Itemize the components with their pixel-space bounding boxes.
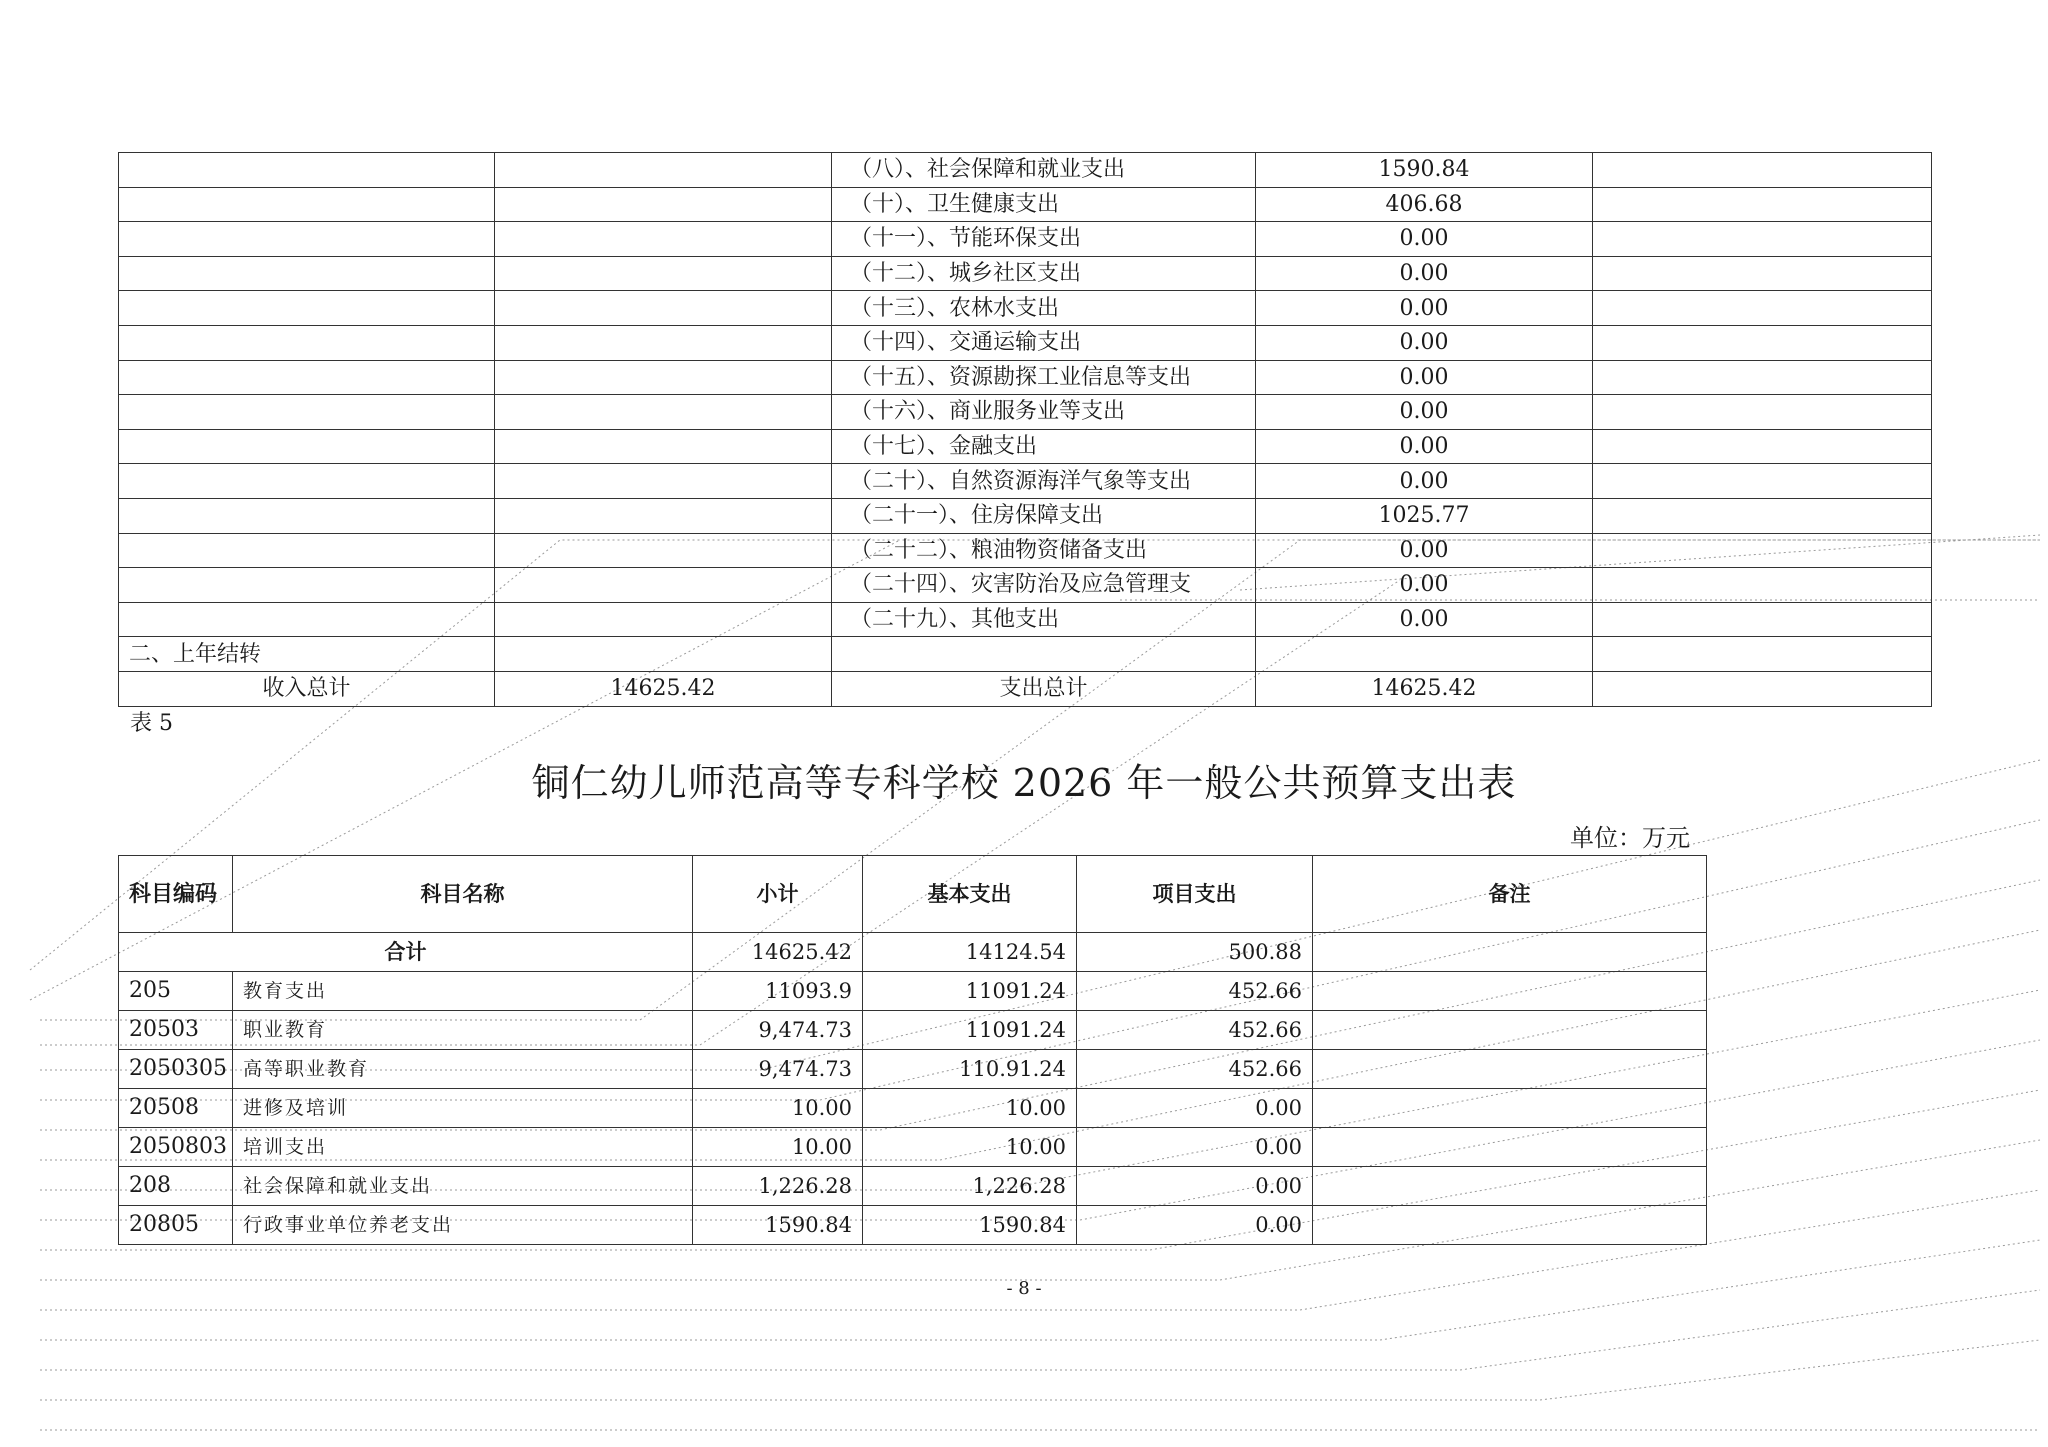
table-row bbox=[119, 187, 1932, 222]
table-label: 表 5 bbox=[130, 711, 173, 736]
table-row bbox=[119, 1167, 1707, 1206]
table-row bbox=[119, 153, 1932, 188]
expense-amount: 0.00 bbox=[1256, 222, 1593, 257]
subject-name: 社会保障和就业支出 bbox=[233, 1167, 693, 1206]
subject-code: 20503 bbox=[119, 1011, 233, 1050]
table-row bbox=[119, 256, 1932, 291]
subject-code: 2050803 bbox=[119, 1128, 233, 1167]
basic-value: 11091.24 bbox=[863, 972, 1077, 1011]
basic-value: 11091.24 bbox=[863, 1011, 1077, 1050]
budget-summary-table bbox=[118, 152, 1932, 707]
subtotal-value: 9,474.73 bbox=[693, 1050, 863, 1089]
expense-item: （十六）、商业服务业等支出 bbox=[832, 395, 1256, 430]
subject-name: 教育支出 bbox=[233, 972, 693, 1011]
project-value: 452.66 bbox=[1077, 1011, 1313, 1050]
project-value: 0.00 bbox=[1077, 1206, 1313, 1245]
header-basic: 基本支出 bbox=[863, 856, 1077, 933]
project-value: 0.00 bbox=[1077, 1089, 1313, 1128]
table-row bbox=[119, 464, 1932, 499]
subject-name: 行政事业单位养老支出 bbox=[233, 1206, 693, 1245]
subject-name: 高等职业教育 bbox=[233, 1050, 693, 1089]
expense-amount: 0.00 bbox=[1256, 291, 1593, 326]
basic-value: 10.00 bbox=[863, 1128, 1077, 1167]
subtotal-value: 1590.84 bbox=[693, 1206, 863, 1245]
header-project: 项目支出 bbox=[1077, 856, 1313, 933]
note-value bbox=[1313, 1011, 1707, 1050]
table-row bbox=[119, 1089, 1707, 1128]
table-row bbox=[119, 291, 1932, 326]
carryover-label: 二、上年结转 bbox=[119, 637, 495, 672]
subtotal-value: 11093.9 bbox=[693, 972, 863, 1011]
expense-item: （十二）、城乡社区支出 bbox=[832, 256, 1256, 291]
note-value bbox=[1313, 1089, 1707, 1128]
table-row bbox=[119, 568, 1932, 603]
subtotal-value: 9,474.73 bbox=[693, 1011, 863, 1050]
table-row bbox=[119, 222, 1932, 257]
table-row bbox=[119, 325, 1932, 360]
header-subtotal: 小计 bbox=[693, 856, 863, 933]
expense-amount: 1590.84 bbox=[1256, 153, 1593, 188]
table-row bbox=[119, 637, 1932, 672]
subject-code: 205 bbox=[119, 972, 233, 1011]
subject-name: 职业教育 bbox=[233, 1011, 693, 1050]
subject-code: 20805 bbox=[119, 1206, 233, 1245]
basic-value: 10.00 bbox=[863, 1089, 1077, 1128]
subtotal-value: 10.00 bbox=[693, 1089, 863, 1128]
subject-code: 2050305 bbox=[119, 1050, 233, 1089]
total-basic: 14124.54 bbox=[863, 933, 1077, 972]
expense-item: （十三）、农林水支出 bbox=[832, 291, 1256, 326]
subject-name: 进修及培训 bbox=[233, 1089, 693, 1128]
expense-amount: 406.68 bbox=[1256, 187, 1593, 222]
expense-amount: 0.00 bbox=[1256, 360, 1593, 395]
totals-row bbox=[119, 671, 1932, 706]
total-row bbox=[119, 933, 1707, 972]
table-row bbox=[119, 972, 1707, 1011]
expense-amount: 0.00 bbox=[1256, 395, 1593, 430]
project-value: 452.66 bbox=[1077, 1050, 1313, 1089]
expense-amount: 0.00 bbox=[1256, 533, 1593, 568]
basic-value: 1,226.28 bbox=[863, 1167, 1077, 1206]
note-value bbox=[1313, 1167, 1707, 1206]
total-project: 500.88 bbox=[1077, 933, 1313, 972]
table-row bbox=[119, 1206, 1707, 1245]
expense-amount: 0.00 bbox=[1256, 464, 1593, 499]
note-value bbox=[1313, 1050, 1707, 1089]
note-value bbox=[1313, 1128, 1707, 1167]
expense-amount: 0.00 bbox=[1256, 325, 1593, 360]
unit-label: 单位：万元 bbox=[1570, 824, 1690, 852]
table-row bbox=[119, 395, 1932, 430]
expense-amount: 0.00 bbox=[1256, 568, 1593, 603]
subtotal-value: 1,226.28 bbox=[693, 1167, 863, 1206]
expense-item: （二十二）、粮油物资储备支出 bbox=[832, 533, 1256, 568]
total-label: 合计 bbox=[119, 933, 693, 972]
table-row bbox=[119, 533, 1932, 568]
note-value bbox=[1313, 972, 1707, 1011]
expense-amount: 1025.77 bbox=[1256, 498, 1593, 533]
expense-item: （八）、社会保障和就业支出 bbox=[832, 153, 1256, 188]
project-value: 0.00 bbox=[1077, 1128, 1313, 1167]
table-row bbox=[119, 1050, 1707, 1089]
page-title: 铜仁幼儿师范高等专科学校 2026 年一般公共预算支出表 bbox=[531, 761, 1517, 805]
income-total-value: 14625.42 bbox=[495, 671, 832, 706]
expense-item: （二十）、自然资源海洋气象等支出 bbox=[832, 464, 1256, 499]
header-note: 备注 bbox=[1313, 856, 1707, 933]
table-row bbox=[119, 1128, 1707, 1167]
expense-amount: 0.00 bbox=[1256, 256, 1593, 291]
page-number: - 8 - bbox=[1006, 1278, 1042, 1299]
table-row bbox=[119, 498, 1932, 533]
expense-amount: 0.00 bbox=[1256, 602, 1593, 637]
expense-item: （二十四）、灾害防治及应急管理支 bbox=[832, 568, 1256, 603]
expense-amount: 0.00 bbox=[1256, 429, 1593, 464]
header-name: 科目名称 bbox=[233, 856, 693, 933]
note-value bbox=[1313, 1206, 1707, 1245]
table-row bbox=[119, 360, 1932, 395]
expense-item: （十七）、金融支出 bbox=[832, 429, 1256, 464]
project-value: 0.00 bbox=[1077, 1167, 1313, 1206]
header-row bbox=[119, 856, 1707, 933]
table-row bbox=[119, 1011, 1707, 1050]
expense-item: （十五）、资源勘探工业信息等支出 bbox=[832, 360, 1256, 395]
total-subtotal: 14625.42 bbox=[693, 933, 863, 972]
basic-value: 1590.84 bbox=[863, 1206, 1077, 1245]
expenditure-table bbox=[118, 855, 1707, 1245]
header-code: 科目编码 bbox=[119, 856, 233, 933]
project-value: 452.66 bbox=[1077, 972, 1313, 1011]
income-total-label: 收入总计 bbox=[119, 671, 495, 706]
expense-item: （二十一）、住房保障支出 bbox=[832, 498, 1256, 533]
table-row bbox=[119, 429, 1932, 464]
basic-value: 110.91.24 bbox=[863, 1050, 1077, 1089]
subject-name: 培训支出 bbox=[233, 1128, 693, 1167]
subject-code: 208 bbox=[119, 1167, 233, 1206]
expense-item: （十）、卫生健康支出 bbox=[832, 187, 1256, 222]
expense-item: （十一）、节能环保支出 bbox=[832, 222, 1256, 257]
expense-total-value: 14625.42 bbox=[1256, 671, 1593, 706]
expense-item: （二十九）、其他支出 bbox=[832, 602, 1256, 637]
expense-total-label: 支出总计 bbox=[832, 671, 1256, 706]
expense-item: （十四）、交通运输支出 bbox=[832, 325, 1256, 360]
subtotal-value: 10.00 bbox=[693, 1128, 863, 1167]
subject-code: 20508 bbox=[119, 1089, 233, 1128]
table-row bbox=[119, 602, 1932, 637]
